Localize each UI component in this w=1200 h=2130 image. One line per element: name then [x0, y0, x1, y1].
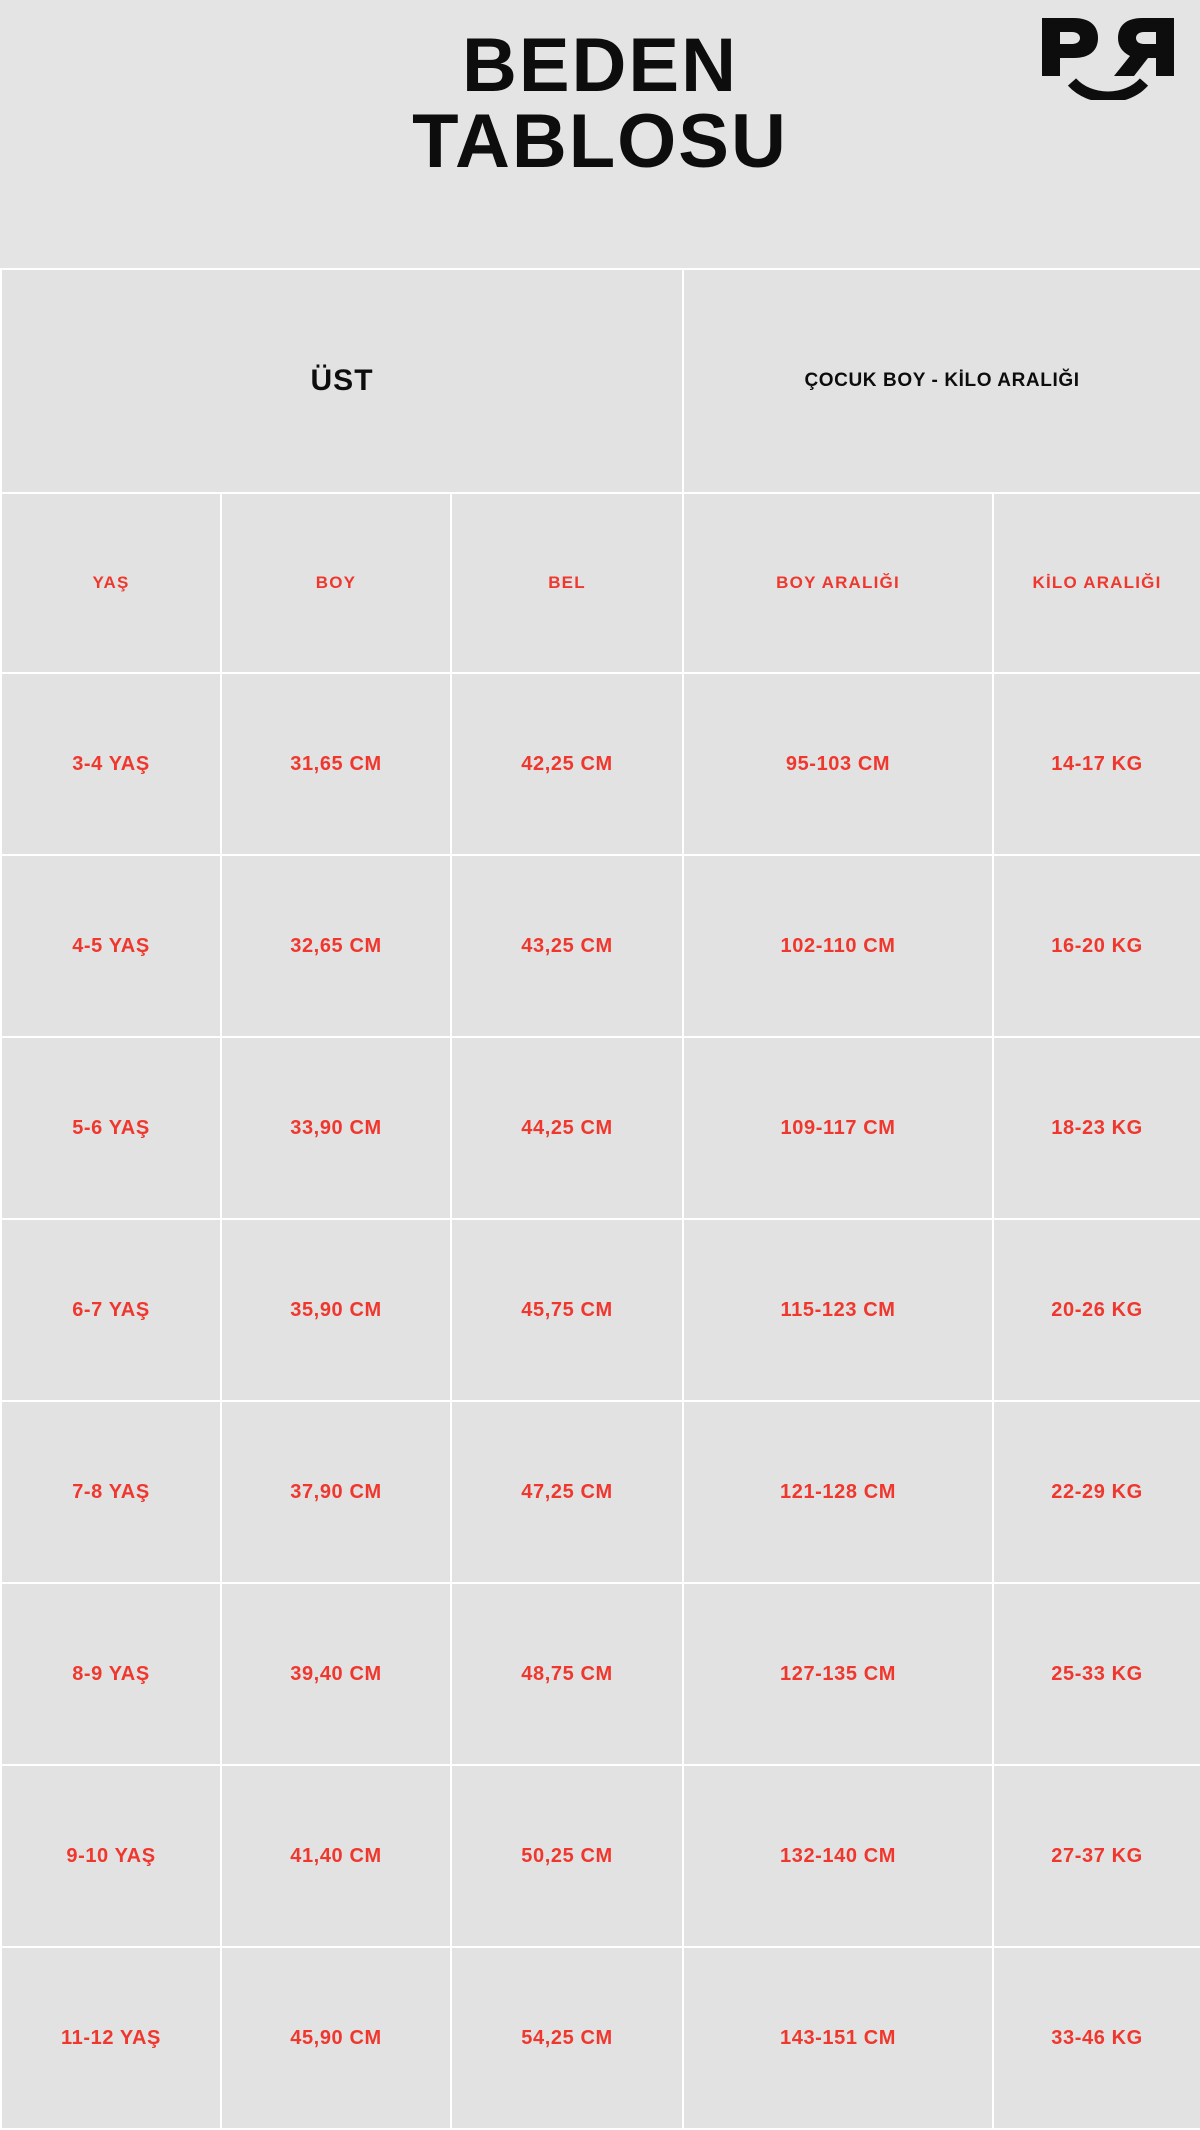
cell-bel: 47,25 CM: [451, 1401, 683, 1583]
cell-boy: 32,65 CM: [221, 855, 451, 1037]
page-title-line-2: TABLOSU: [412, 99, 788, 184]
cell-bel: 50,25 CM: [451, 1765, 683, 1947]
cell-weight-range: 33-46 KG: [993, 1947, 1200, 2129]
column-header-yas: YAŞ: [1, 493, 221, 673]
column-header-kilo-araligi: KİLO ARALIĞI: [993, 493, 1200, 673]
cell-bel: 44,25 CM: [451, 1037, 683, 1219]
cell-weight-range: 27-37 KG: [993, 1765, 1200, 1947]
cell-height-range: 143-151 CM: [683, 1947, 993, 2129]
cell-age: 7-8 YAŞ: [1, 1401, 221, 1583]
cell-boy: 35,90 CM: [221, 1219, 451, 1401]
table-row: [1, 1765, 1200, 1947]
table-row: [1, 1219, 1200, 1401]
table-row: [1, 1947, 1200, 2129]
cell-boy: 45,90 CM: [221, 1947, 451, 2129]
column-header-boy-araligi: BOY ARALIĞI: [683, 493, 993, 673]
table-row: [1, 673, 1200, 855]
table-row: [1, 1583, 1200, 1765]
cell-boy: 41,40 CM: [221, 1765, 451, 1947]
cell-weight-range: 18-23 KG: [993, 1037, 1200, 1219]
cell-bel: 42,25 CM: [451, 673, 683, 855]
cell-height-range: 102-110 CM: [683, 855, 993, 1037]
cell-age: 6-7 YAŞ: [1, 1219, 221, 1401]
cell-age: 5-6 YAŞ: [1, 1037, 221, 1219]
column-header-bel: BEL: [451, 493, 683, 673]
table-row: [1, 1401, 1200, 1583]
table-row: [1, 1037, 1200, 1219]
table-column-header-row: [1, 493, 1200, 673]
cell-age: 8-9 YAŞ: [1, 1583, 221, 1765]
cell-bel: 54,25 CM: [451, 1947, 683, 2129]
cell-boy: 39,40 CM: [221, 1583, 451, 1765]
column-header-boy: BOY: [221, 493, 451, 673]
cell-bel: 45,75 CM: [451, 1219, 683, 1401]
cell-age: 9-10 YAŞ: [1, 1765, 221, 1947]
cell-boy: 37,90 CM: [221, 1401, 451, 1583]
cell-height-range: 109-117 CM: [683, 1037, 993, 1219]
cell-height-range: 132-140 CM: [683, 1765, 993, 1947]
cell-age: 3-4 YAŞ: [1, 673, 221, 855]
cell-weight-range: 14-17 KG: [993, 673, 1200, 855]
cell-height-range: 121-128 CM: [683, 1401, 993, 1583]
page-header: [0, 0, 1200, 268]
cell-bel: 48,75 CM: [451, 1583, 683, 1765]
cell-weight-range: 25-33 KG: [993, 1583, 1200, 1765]
cell-age: 4-5 YAŞ: [1, 855, 221, 1037]
size-table: [0, 268, 1200, 2130]
cell-boy: 31,65 CM: [221, 673, 451, 855]
group-header-cocuk-boy-kilo: ÇOCUK BOY - KİLO ARALIĞI: [683, 269, 1200, 493]
page-title: [0, 23, 1200, 184]
pr-smiley-logo-icon: [1038, 14, 1178, 100]
cell-weight-range: 22-29 KG: [993, 1401, 1200, 1583]
cell-height-range: 127-135 CM: [683, 1583, 993, 1765]
cell-height-range: 115-123 CM: [683, 1219, 993, 1401]
cell-height-range: 95-103 CM: [683, 673, 993, 855]
cell-boy: 33,90 CM: [221, 1037, 451, 1219]
cell-bel: 43,25 CM: [451, 855, 683, 1037]
cell-weight-range: 20-26 KG: [993, 1219, 1200, 1401]
cell-weight-range: 16-20 KG: [993, 855, 1200, 1037]
group-header-ust: ÜST: [1, 269, 683, 493]
page-title-line-1: BEDEN: [461, 23, 739, 108]
table-group-header-row: [1, 269, 1200, 493]
table-row: [1, 855, 1200, 1037]
cell-age: 11-12 YAŞ: [1, 1947, 221, 2129]
